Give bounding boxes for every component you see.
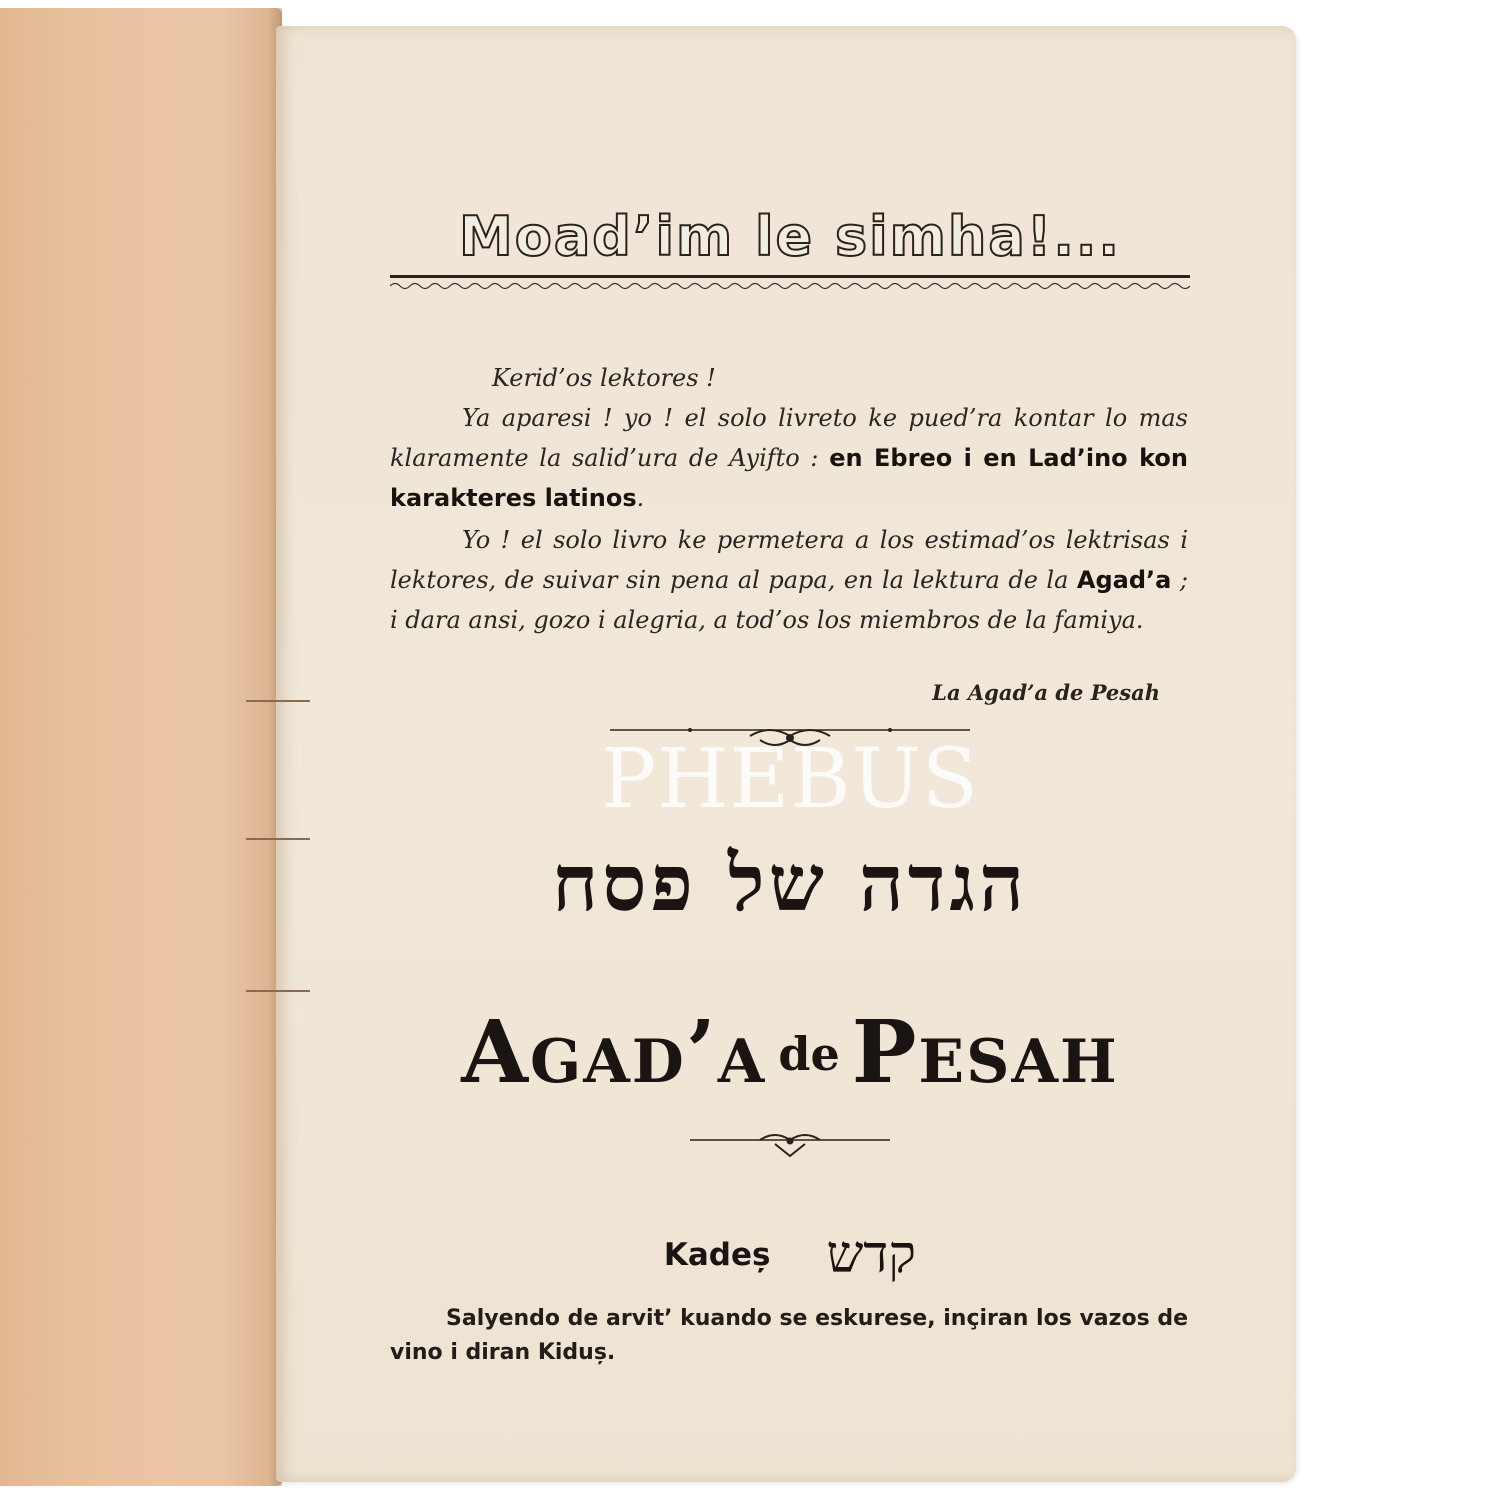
binding-stitch <box>246 838 310 840</box>
ornament-divider <box>390 1128 1190 1158</box>
intro-text: ; i dara ansi, gozo i alegria, a tod’os los miembros de la famiya. <box>390 566 1188 634</box>
heading-rule <box>390 275 1190 278</box>
hebrew-title: הגדה של פסח <box>552 838 1028 929</box>
kades-latin: Kadeș <box>663 1237 771 1273</box>
intro-bold-text: en Ebreo i en Lad’ino kon karakteres latinos <box>390 444 1188 512</box>
intro-text: Yo ! el solo livro ke permetera a los estimad’os lektrisas i lektores, de suivar sin pena al papa, en la lektura de la <box>390 526 1188 594</box>
kades-hebrew: קדש <box>826 1225 917 1285</box>
watermark: PHEBUS <box>600 732 980 827</box>
wavy-rule <box>390 281 1190 291</box>
latin-title-word: Pesah <box>851 1002 1119 1103</box>
greeting: Kerid’os lektores ! <box>492 364 716 392</box>
intro-bold-text: Agad’a <box>1076 566 1172 594</box>
latin-title-word: de <box>778 1027 840 1081</box>
binding-stitch <box>246 700 310 702</box>
intro-text: Ya aparesi ! yo ! el solo livreto ke pued’ra kontar lo mas klaramente la salid’ura de Ayifto : <box>390 404 1188 472</box>
binding-stitch <box>246 990 310 992</box>
page-heading: Moad’im le simha!... <box>459 205 1121 268</box>
intro-paragraph-1 <box>390 398 1188 518</box>
left-page <box>0 8 282 1486</box>
signature: La Agad’a de Pesah <box>932 680 1160 705</box>
kades-instruction: Salyendo de arvit’ kuando se eskurese, inçiran los vazos de vino i diran Kiduș. <box>390 1306 1188 1365</box>
kades-heading <box>390 1225 1190 1285</box>
latin-title <box>390 1002 1190 1103</box>
intro-punct: . <box>636 484 645 512</box>
latin-title-word: Agad’a <box>461 1002 767 1103</box>
intro-paragraph-2 <box>390 520 1188 640</box>
